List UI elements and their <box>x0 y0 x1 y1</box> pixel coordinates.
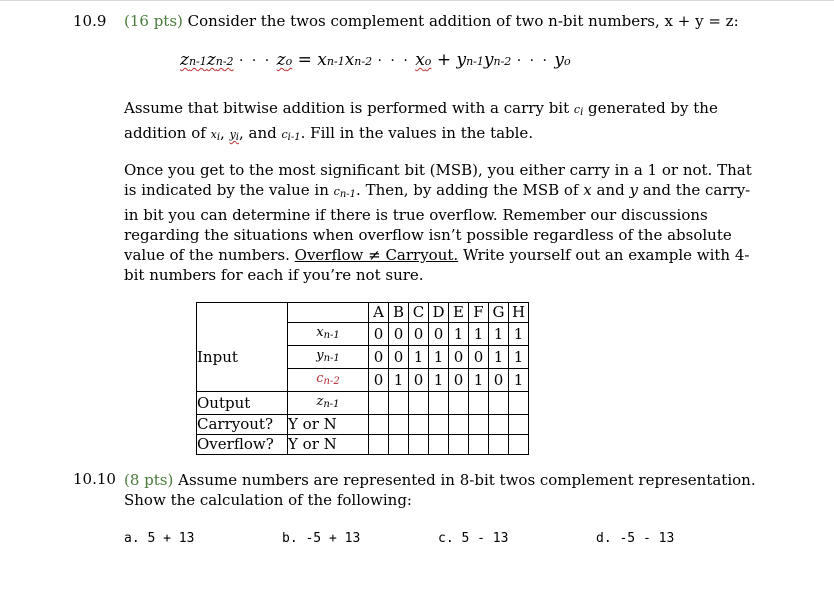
column-header: D <box>429 303 449 323</box>
overflow-label: Overflow? <box>197 435 288 455</box>
cell-value: 0 <box>389 323 409 346</box>
table-row <box>197 415 529 435</box>
equation: zn-1zn-2 · · · zo = xn-1xn-2 · · · xo + yn-1yn-2 · · · yo <box>180 50 571 70</box>
answer-cell[interactable] <box>429 415 449 435</box>
column-header: G <box>489 303 509 323</box>
answer-cell[interactable] <box>389 435 409 455</box>
answer-cell[interactable] <box>369 415 389 435</box>
answer-cell[interactable] <box>449 415 469 435</box>
answer-cell[interactable] <box>429 392 449 415</box>
cell-value: 1 <box>489 346 509 369</box>
cell-value: 0 <box>449 346 469 369</box>
table-cell <box>288 303 369 323</box>
cell-value: 0 <box>389 346 409 369</box>
column-header: C <box>409 303 429 323</box>
question-10-10-prompt: (8 pts) Assume numbers are represented in 8-bit twos complement representation. Show the calculation of the following: <box>124 471 756 509</box>
answer-cell[interactable] <box>489 415 509 435</box>
cell-value: 1 <box>429 369 449 392</box>
answer-cell[interactable] <box>469 435 489 455</box>
question-number-10-9: 10.9 <box>73 12 107 30</box>
item-d: d. -5 - 13 <box>596 531 675 546</box>
row-symbol-y: $y_{n-1}$ <box>288 346 369 369</box>
cell-value: 0 <box>369 346 389 369</box>
table-row <box>197 346 529 369</box>
cell-value: 1 <box>429 346 449 369</box>
table-row <box>197 369 529 392</box>
cell-value: 1 <box>509 369 529 392</box>
answer-cell[interactable] <box>449 435 469 455</box>
table-header-row <box>197 303 529 323</box>
column-header: B <box>389 303 409 323</box>
table-cell <box>197 303 288 323</box>
answer-cell[interactable] <box>509 415 529 435</box>
yn-hint: Y or N <box>288 415 369 435</box>
question-number-10-10: 10.10 <box>73 470 116 488</box>
item-c: c. 5 - 13 <box>438 531 509 546</box>
carry-table <box>196 302 529 455</box>
cell-value: 0 <box>469 346 489 369</box>
cell-value: 1 <box>509 323 529 346</box>
cell-value: 0 <box>429 323 449 346</box>
cell-value: 0 <box>449 369 469 392</box>
cell-value: 1 <box>489 323 509 346</box>
answer-cell[interactable] <box>409 392 429 415</box>
answer-cell[interactable] <box>509 435 529 455</box>
answer-cell[interactable] <box>409 435 429 455</box>
column-header: F <box>469 303 489 323</box>
answer-cell[interactable] <box>369 392 389 415</box>
answer-cell[interactable] <box>489 392 509 415</box>
column-header: E <box>449 303 469 323</box>
eq-x0: xo <box>415 50 432 70</box>
answer-cell[interactable] <box>449 392 469 415</box>
question-10-9-prompt <box>124 12 739 30</box>
eq-z0: zo <box>276 50 293 70</box>
carryout-label: Carryout? <box>197 415 288 435</box>
cell-value: 1 <box>449 323 469 346</box>
input-label: Input <box>197 346 288 369</box>
cell-value: 0 <box>489 369 509 392</box>
row-symbol-x: $x_{n-1}$ <box>288 323 369 346</box>
column-header: H <box>509 303 529 323</box>
cell-value: 1 <box>469 323 489 346</box>
item-a: a. 5 + 13 <box>124 531 195 546</box>
cell-value: 1 <box>409 346 429 369</box>
answer-cell[interactable] <box>389 392 409 415</box>
paragraph-assume: Assume that bitwise addition is performed with a carry bit $c_i$ generated by the addition of $x_i$, $y_i$, and $c_{i-1}$. Fill in the values in the table. <box>124 99 718 143</box>
top-divider <box>0 0 834 1</box>
cell-value: 1 <box>509 346 529 369</box>
answer-cell[interactable] <box>389 415 409 435</box>
cell-value: 1 <box>389 369 409 392</box>
answer-cell[interactable] <box>509 392 529 415</box>
output-label: Output <box>197 392 288 415</box>
answer-cell[interactable] <box>489 435 509 455</box>
answer-cell[interactable] <box>429 435 449 455</box>
column-header: A <box>369 303 389 323</box>
table-row <box>197 392 529 415</box>
points-label: (16 pts) <box>124 12 183 30</box>
table-row <box>197 323 529 346</box>
cell-value: 0 <box>369 369 389 392</box>
row-symbol-c: $c_{n-2}$ <box>288 369 369 392</box>
row-symbol-z: $z_{n-1}$ <box>288 392 369 415</box>
answer-cell[interactable] <box>469 415 489 435</box>
answer-cell[interactable] <box>409 415 429 435</box>
item-b: b. -5 + 13 <box>282 531 361 546</box>
cell-value: 0 <box>409 369 429 392</box>
paragraph-msb: Once you get to the most significant bit (MSB), you either carry in a 1 or not. That is indicated by the value in $c_{n-1}$. Then, by adding the MSB of x and y and the carry- in bit you can determine if there is true overflow. Remember our discussions regarding the situations when overflow isn’t possible regardless of the absolute value of the numbers. Overflow ≠ Carryout. Write yourself out an example with 4- bit numbers for each if you’re not sure. <box>124 161 752 284</box>
table-row <box>197 435 529 455</box>
points-label: (8 pts) <box>124 471 174 489</box>
overflow-note: Overflow ≠ Carryout. <box>294 246 459 264</box>
cell-value: 0 <box>409 323 429 346</box>
answer-cell[interactable] <box>469 392 489 415</box>
prompt-text: Consider the twos complement addition of two n-bit numbers, x + y = z: <box>187 12 739 30</box>
eq-z-terms: zn-1zn-2 <box>180 50 234 70</box>
answer-cell[interactable] <box>369 435 389 455</box>
cell-value: 1 <box>469 369 489 392</box>
cell-value: 0 <box>369 323 389 346</box>
yn-hint: Y or N <box>288 435 369 455</box>
